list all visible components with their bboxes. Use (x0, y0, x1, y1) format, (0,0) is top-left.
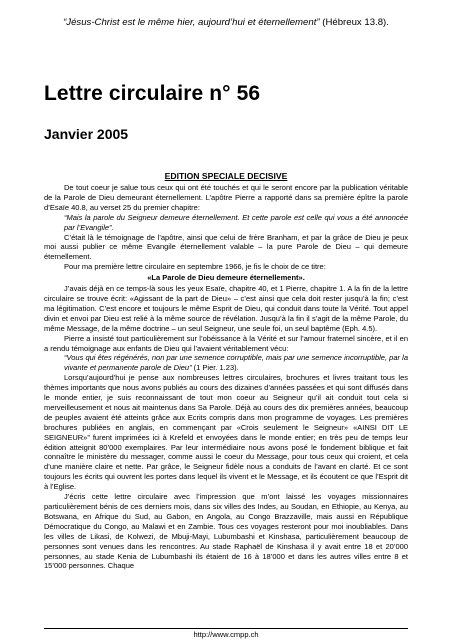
epigraph-quote: “Jésus-Christ est le même hier, aujourd’hui et éternellement” (63, 17, 320, 28)
footer-divider (44, 628, 408, 629)
paragraph: J’écris cette lettre circulaire avec l’impression que m’ont laissé les voyages missionnaires particulièrement bénis de ces derniers mois, dans six villes des Indes, au Soudan, en Ethiopie, au Kenya, au Botswana, en Afrique du Sud, au Gabon, en Angola, au Congo Brazzaville, mais aussi en République Démocratique du Congo, au Malawi et en Zambie. Tous ces voyages resteront pour moi inoubliables. Dans les villes de Likasi, de Kolwezi, de Mbuji-Mayi, Lubumbashi et Kinshasa, particulièrement beaucoup de personnes sont venues dans les rencontres. Au stade Raphaël de Kinshasa il y avait entre 18 et 20’000 personnes, au stade Kenia de Lubumbashi ils étaient de 16 à 18’000 et dans les autres villes entre 8 et 15’000 personnes. Chaque (44, 492, 408, 571)
paragraph: J’avais déjà en ce temps-là sous les yeux Esaïe, chapitre 40, et 1 Pierre, chapitre 1. A la fin de la lettre circulaire se trouve écrit: «Agissant de la part de Dieu» – c’est ainsi que cela doit rester jusqu’à la fin; c’est ma légitimation. C’est encore et toujours le même Esprit de Dieu, qui conduit dans toute la Vérité. Tout appel divin et envoi par Dieu est relié à la même source de révélation. Jusqu’à la fin il s’agit de la même Parole, du même Message, de la même doctrine – un seul Seigneur, une seule foi, un seul baptême (Eph. 4.5). (44, 284, 408, 333)
paragraph: Lorsqu’aujourd’hui je pense aux nombreuses lettres circulaires, brochures et livres traitant tous les thèmes importants que nous avons publiés au cours des dizaines d’années passées et qui sont diffusés dans le monde entier, je suis reconnaissant de tout mon coeur au Seigneur qu’il ait conduit tout cela si merveilleusement et nous ait maintenus dans Sa Parole. Déjà au cours des dix premières années, beaucoup de peuples avaient été atteints grâce aux Ecrits compris dans mon programme de voyages. Les premières brochures publiées en anglais, en commençant par «Crois seulement le Seigneur» «AINSI DIT LE SEIGNEUR»” furent imprimées ici à Krefeld et envoyées dans le monde entier; en très peu de temps leur édition atteignit 80’000 exemplaires. Par leur intermédiaire nous avons posé le fondement biblique et fait connaître le ministère du messager, comme aussi le coeur du Message, pour tous ceux qui croient, et cela d’une manière claire et nette. Par grâce, le Seigneur fidèle nous a conduits de l’avant en clarté. Et ce sont toujours les écrits qui ouvrent les portes dans lequel ils vivent et le Message, et ils écoutent ce que l’Esprit dit à l’Eglise. (44, 373, 408, 492)
epigraph (28, 17, 424, 29)
paragraph: C’était là le témoignage de l’apôtre, ainsi que celui de frère Branham, et par la grâce de Dieu je peux moi aussi publier ce même Evangile éternellement valable – la pure Parole de Dieu – qui demeure éternellement. (44, 232, 408, 262)
circular-title: «La Parole de Dieu demeure éternellement». (147, 273, 305, 283)
scripture-reference: (1 Pier. 1.23). (193, 363, 239, 373)
scripture-quote-text: “Vous qui êtes régénérés, non par une semence corruptible, mais par une semence incorruptible, par la vivante et permanente parole de Dieu” (64, 353, 408, 373)
footer-url: http://www.cmpp.ch (193, 630, 259, 639)
issue-date: Janvier 2005 (44, 126, 129, 142)
scripture-quote: “Mais la parole du Seigneur demeure éternellement. Et cette parole est celle qui vous a été annoncée par l’Evangile”. (64, 212, 408, 232)
scripture-quote (44, 353, 408, 373)
paragraph: Pierre a insisté tout particulièrement sur l’obéissance à la Vérité et sur l’amour fraternel sincère, et il en a rendu témoignage aux enfants de Dieu qui l’avaient véritablement vécu: (44, 333, 408, 353)
page-title: Lettre circulaire n° 56 (44, 82, 261, 105)
epigraph-reference: (Hébreux 13.8). (322, 17, 389, 28)
letter-body (44, 183, 408, 571)
paragraph: De tout coeur je salue tous ceux qui ont été touchés et qui le seront encore par la publication véritable de la Parole de Dieu demeurant éternellement. L’apôtre Pierre a rapporté dans sa première épître la parole d’Esaïe 40.8, au verset 25 du premier chapitre: (44, 183, 408, 212)
edition-heading: EDITION SPECIALE DECISIVE (164, 171, 288, 181)
paragraph: Pour ma première lettre circulaire en septembre 1966, je fis le choix de ce titre: (64, 262, 326, 272)
